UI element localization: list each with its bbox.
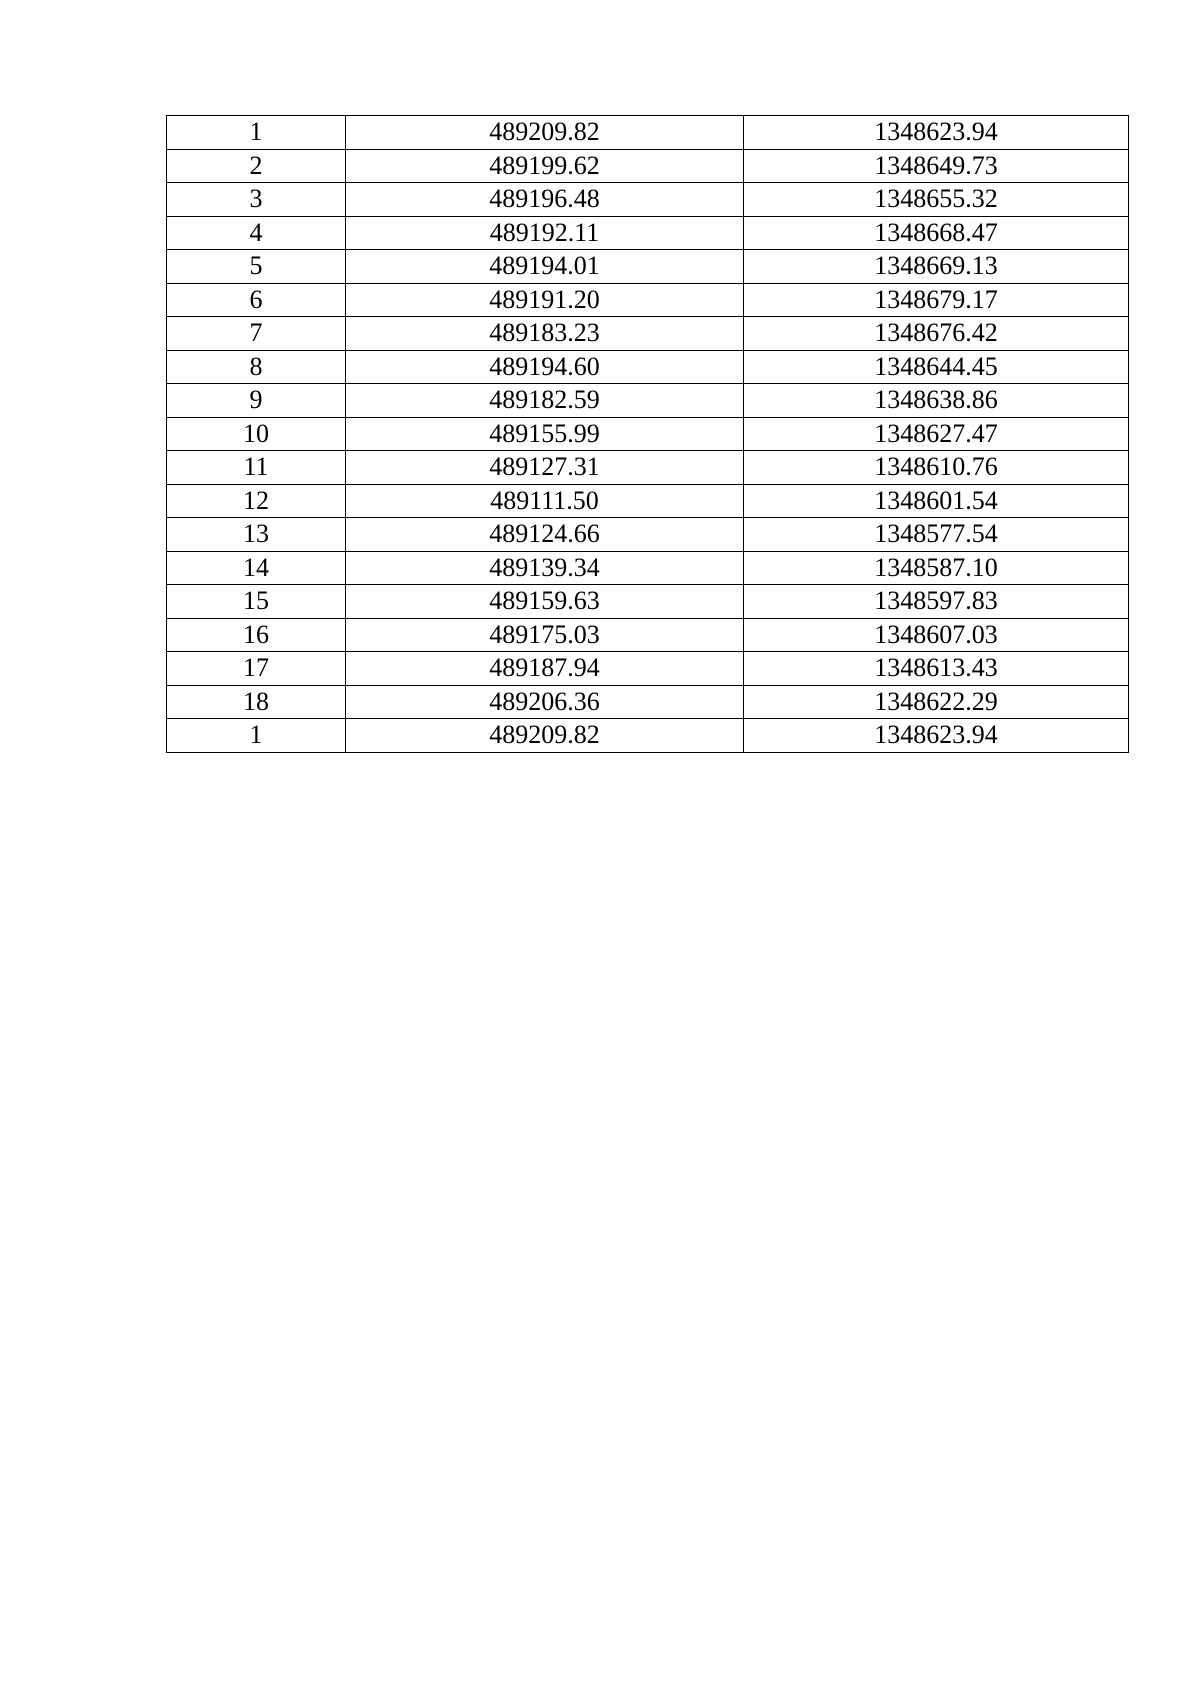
point-number-cell: 16 xyxy=(167,618,346,652)
y-coordinate-cell: 1348623.94 xyxy=(744,719,1129,753)
table-row xyxy=(167,652,1129,686)
x-coordinate-cell: 489127.31 xyxy=(346,451,744,485)
y-coordinate-cell: 1348655.32 xyxy=(744,183,1129,217)
x-coordinate-cell: 489111.50 xyxy=(346,484,744,518)
table-row xyxy=(167,350,1129,384)
point-number-cell: 1 xyxy=(167,116,346,150)
point-number-cell: 17 xyxy=(167,652,346,686)
point-number-cell: 14 xyxy=(167,551,346,585)
x-coordinate-cell: 489139.34 xyxy=(346,551,744,585)
y-coordinate-cell: 1348587.10 xyxy=(744,551,1129,585)
point-number-cell: 11 xyxy=(167,451,346,485)
point-number-cell: 15 xyxy=(167,585,346,619)
table-row xyxy=(167,216,1129,250)
table-row xyxy=(167,149,1129,183)
table-row xyxy=(167,484,1129,518)
table-row xyxy=(167,417,1129,451)
table-row xyxy=(167,317,1129,351)
table-row xyxy=(167,116,1129,150)
table-row xyxy=(167,183,1129,217)
point-number-cell: 8 xyxy=(167,350,346,384)
table-row xyxy=(167,250,1129,284)
point-number-cell: 12 xyxy=(167,484,346,518)
y-coordinate-cell: 1348669.13 xyxy=(744,250,1129,284)
y-coordinate-cell: 1348649.73 xyxy=(744,149,1129,183)
x-coordinate-cell: 489206.36 xyxy=(346,685,744,719)
point-number-cell: 7 xyxy=(167,317,346,351)
y-coordinate-cell: 1348613.43 xyxy=(744,652,1129,686)
x-coordinate-cell: 489199.62 xyxy=(346,149,744,183)
y-coordinate-cell: 1348577.54 xyxy=(744,518,1129,552)
x-coordinate-cell: 489192.11 xyxy=(346,216,744,250)
point-number-cell: 5 xyxy=(167,250,346,284)
y-coordinate-cell: 1348638.86 xyxy=(744,384,1129,418)
y-coordinate-cell: 1348622.29 xyxy=(744,685,1129,719)
y-coordinate-cell: 1348597.83 xyxy=(744,585,1129,619)
table-row xyxy=(167,518,1129,552)
y-coordinate-cell: 1348623.94 xyxy=(744,116,1129,150)
y-coordinate-cell: 1348676.42 xyxy=(744,317,1129,351)
table-row xyxy=(167,719,1129,753)
x-coordinate-cell: 489175.03 xyxy=(346,618,744,652)
x-coordinate-cell: 489182.59 xyxy=(346,384,744,418)
point-number-cell: 4 xyxy=(167,216,346,250)
y-coordinate-cell: 1348627.47 xyxy=(744,417,1129,451)
table-row xyxy=(167,551,1129,585)
x-coordinate-cell: 489191.20 xyxy=(346,283,744,317)
y-coordinate-cell: 1348668.47 xyxy=(744,216,1129,250)
point-number-cell: 10 xyxy=(167,417,346,451)
coordinates-table xyxy=(166,115,1129,753)
point-number-cell: 3 xyxy=(167,183,346,217)
table-row xyxy=(167,283,1129,317)
x-coordinate-cell: 489209.82 xyxy=(346,116,744,150)
point-number-cell: 6 xyxy=(167,283,346,317)
table-row xyxy=(167,685,1129,719)
x-coordinate-cell: 489124.66 xyxy=(346,518,744,552)
table-row xyxy=(167,618,1129,652)
x-coordinate-cell: 489209.82 xyxy=(346,719,744,753)
x-coordinate-cell: 489194.60 xyxy=(346,350,744,384)
y-coordinate-cell: 1348607.03 xyxy=(744,618,1129,652)
x-coordinate-cell: 489196.48 xyxy=(346,183,744,217)
coordinates-table-body xyxy=(167,116,1129,753)
point-number-cell: 18 xyxy=(167,685,346,719)
y-coordinate-cell: 1348644.45 xyxy=(744,350,1129,384)
x-coordinate-cell: 489155.99 xyxy=(346,417,744,451)
table-row xyxy=(167,384,1129,418)
y-coordinate-cell: 1348601.54 xyxy=(744,484,1129,518)
point-number-cell: 13 xyxy=(167,518,346,552)
point-number-cell: 9 xyxy=(167,384,346,418)
y-coordinate-cell: 1348679.17 xyxy=(744,283,1129,317)
x-coordinate-cell: 489194.01 xyxy=(346,250,744,284)
y-coordinate-cell: 1348610.76 xyxy=(744,451,1129,485)
x-coordinate-cell: 489187.94 xyxy=(346,652,744,686)
table-row xyxy=(167,585,1129,619)
point-number-cell: 1 xyxy=(167,719,346,753)
x-coordinate-cell: 489159.63 xyxy=(346,585,744,619)
table-row xyxy=(167,451,1129,485)
x-coordinate-cell: 489183.23 xyxy=(346,317,744,351)
point-number-cell: 2 xyxy=(167,149,346,183)
